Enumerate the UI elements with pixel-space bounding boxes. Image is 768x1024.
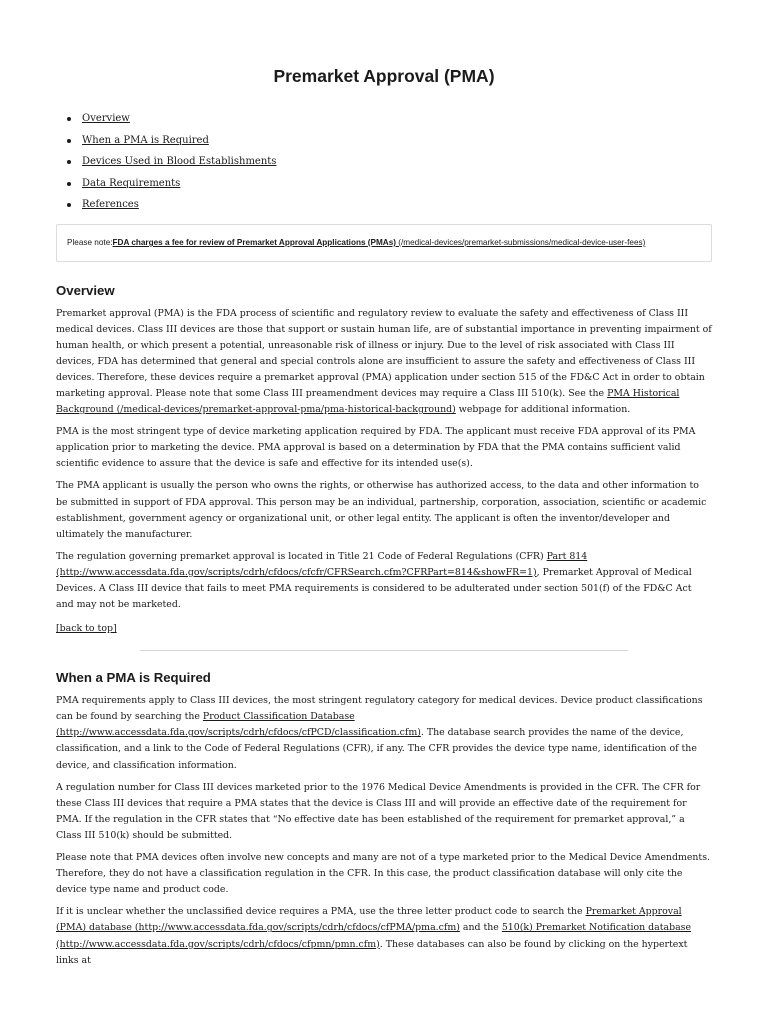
section-divider <box>140 650 628 651</box>
table-of-contents <box>56 108 712 216</box>
toc-item <box>56 108 712 130</box>
back-to-top-container <box>56 621 712 637</box>
overview-paragraph-1 <box>56 306 712 419</box>
back-to-top-link[interactable]: [back to top] <box>56 623 117 635</box>
fee-note-link-path: (/medical-devices/premarket-submissions/medical-device-user-fees) <box>395 238 646 247</box>
note-prefix: Please note: <box>67 238 113 247</box>
overview-paragraph-3: The PMA applicant is usually the person who owns the rights, or otherwise has authorized access, to the data and other information to be submitted in support of FDA approval. This person may be an individual, partnership, corporation, association, scientific or academic establishment, government agency or organizational unit, or other legal entity. The applicant is often the inventor/developer and ultimately the manufacturer. <box>56 480 707 540</box>
paragraph-text: . The database search provides the name of the device, classification, and a link to the Code of Federal Regulations (CFR), if any. The CFR provides the device type name, identification of the device, and classification information. <box>56 727 697 771</box>
page-title: Premarket Approval (PMA) <box>273 66 495 86</box>
fee-note-link-text: FDA charges a fee for review of Premarket Approval Applications (PMAs) <box>112 238 396 247</box>
paragraph-text: webpage for additional information. <box>455 404 631 416</box>
overview-paragraph-2: PMA is the most stringent type of device marketing application required by FDA. The applicant must receive FDA approval of its PMA application prior to marketing the device. PMA approval is based on a determination by FDA that the PMA contains sufficient valid scientific evidence to assure that the device is safe and effective for its intended use(s). <box>56 426 696 470</box>
part-814-url[interactable]: (http://www.accessdata.fda.gov/scripts/cdrh/cfdocs/cfcfr/CFRSearch.cfm?CFRPart=814&showFR=1) <box>56 566 537 578</box>
toc-link-references[interactable]: References <box>82 199 139 210</box>
overview-paragraph-4 <box>56 549 712 613</box>
toc-link-blood-establishments[interactable]: Devices Used in Blood Establishments <box>82 156 277 167</box>
fee-note-box <box>56 224 712 262</box>
section-heading-when-required: When a PMA is Required <box>56 670 211 686</box>
paragraph-text: . These databases can also be found by clicking on the hypertext links at <box>56 938 688 966</box>
paragraph-text: PMA requirements apply to Class III devices, the most stringent regulatory category for medical devices. Device product classifications can be found by searching the <box>56 695 703 723</box>
when-paragraph-4 <box>56 904 712 968</box>
toc-item <box>56 130 712 152</box>
paragraph-text: The regulation governing premarket approval is located in Title 21 Code of Federal Regulations (CFR) <box>56 550 547 562</box>
when-paragraph-3: Please note that PMA devices often involve new concepts and many are not of a type marketed prior to the Medical Device Amendments. Therefore, they do not have a classification regulation in the CFR. In this case, the product classification database will only cite the device type name and product code. <box>56 852 710 896</box>
paragraph-text: and the <box>459 922 502 934</box>
paragraph-text: , Premarket Approval of Medical Devices. A Class III device that fails to meet PMA requirements is considered to be adulterated under section 501(f) of the FD&C Act and may not be marketed. <box>56 566 692 611</box>
toc-item <box>56 194 712 216</box>
product-classification-database-link[interactable]: Product Classification Database (http://www.accessdata.fda.gov/scripts/cdrh/cfdocs/cfPCD/classification.cfm) <box>56 711 421 739</box>
part-814-link[interactable]: Part 814 <box>546 550 588 562</box>
paragraph-text: If it is unclear whether the unclassified device requires a PMA, use the three letter product code to search the <box>56 906 586 918</box>
pma-database-link[interactable]: Premarket Approval (PMA) database (http://www.accessdata.fda.gov/scripts/cdrh/cfdocs/cfPMA/pma.cfm) <box>56 906 682 934</box>
fee-note-link[interactable] <box>113 238 646 247</box>
510k-database-link[interactable]: 510(k) Premarket Notification database (http://www.accessdata.fda.gov/scripts/cdrh/cfdocs/cfpmn/pmn.cfm) <box>56 922 692 950</box>
toc-link-overview[interactable]: Overview <box>82 113 130 124</box>
paragraph-text: Premarket approval (PMA) is the FDA process of scientific and regulatory review to evaluate the safety and effectiveness of Class III medical devices. Class III devices are those that support or sustain human life, are of substantial importance in preventing impairment of human health, or which present a potential, unreasonable risk of illness or injury. Due to the level of risk associated with Class III devices, FDA has determined that general and special controls alone are insufficient to assure the safety and effectiveness of Class III devices. Therefore, these devices require a premarket approval (PMA) application under section 515 of the FD&C Act in order to obtain marketing approval. Please note that some Class III preamendment devices may require a Class III 510(k). See the <box>56 307 712 399</box>
toc-link-data-requirements[interactable]: Data Requirements <box>82 177 181 189</box>
pma-historical-background-link[interactable]: PMA Historical Background (/medical-devices/premarket-approval-pma/pma-historical-background) <box>56 387 680 416</box>
section-heading-overview: Overview <box>56 282 115 298</box>
toc-item <box>56 151 712 173</box>
when-paragraph-1 <box>56 693 712 773</box>
toc-link-when-required[interactable]: When a PMA is Required <box>82 134 209 146</box>
when-paragraph-2: A regulation number for Class III devices marketed prior to the 1976 Medical Device Amendments is provided in the CFR. The CFR for these Class III devices that require a PMA states that the device is Class III and will provide an effective date of the requirement for PMA. If the regulation in the CFR states that “No effective date has been established of the requirement for premarket approval,” a Class III 510(k) should be submitted. <box>56 781 701 841</box>
toc-item <box>56 173 712 195</box>
